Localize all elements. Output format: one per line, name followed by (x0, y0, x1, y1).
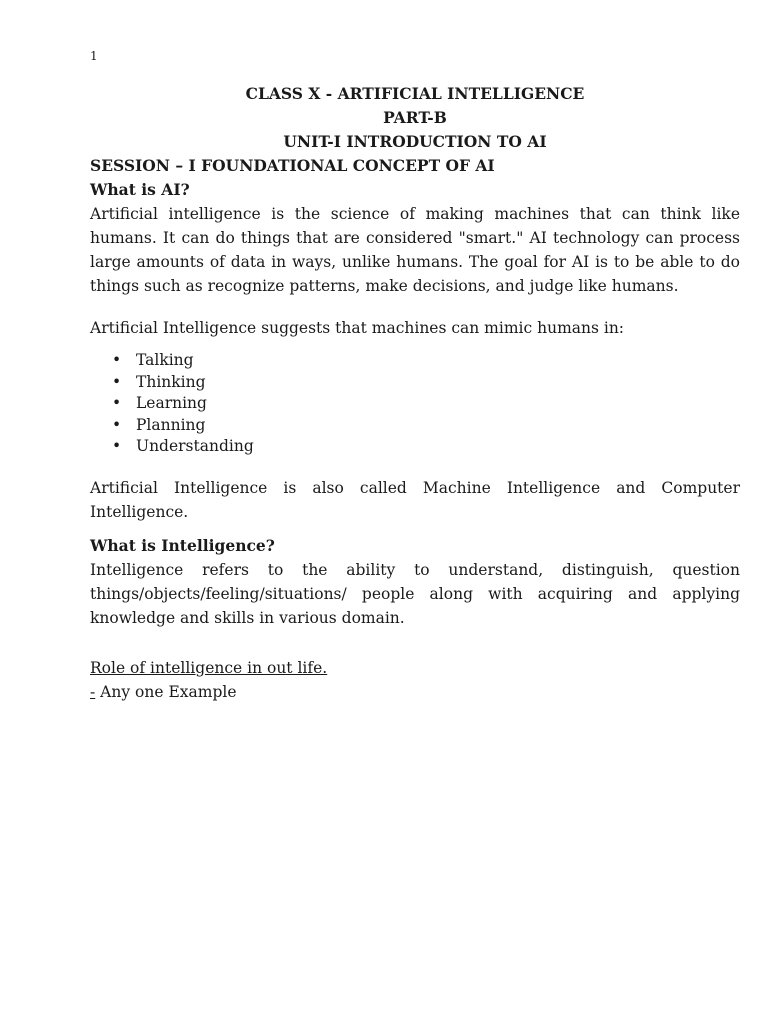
list-item (90, 372, 740, 394)
session-heading: SESSION – I FOUNDATIONAL CONCEPT OF AI (90, 156, 495, 175)
what-is-intelligence-heading: What is Intelligence? (90, 535, 275, 555)
bullet-icon: • (112, 394, 122, 412)
page-number: 1 (90, 49, 98, 63)
example-text: Any one Example (95, 682, 237, 701)
list-item (90, 436, 740, 458)
list-item (90, 393, 740, 415)
bullet-icon: • (112, 351, 122, 369)
what-is-intelligence-paragraph: Intelligence refers to the ability to understand, distinguish, question things/objects/feeling/situations/ people along with acquiring and applying knowledge and skills in various domain. (90, 560, 740, 627)
document-title-class: CLASS X - ARTIFICIAL INTELLIGENCE (245, 84, 585, 103)
list-item-label: Learning (136, 394, 207, 412)
list-item-label: Understanding (136, 437, 254, 455)
also-called-paragraph: Artificial Intelligence is also called Machine Intelligence and Computer Intelligence. (90, 478, 740, 521)
mimic-intro: Artificial Intelligence suggests that machines can mimic humans in: (90, 319, 625, 337)
example-line (90, 680, 740, 704)
mimic-list (90, 350, 740, 458)
bullet-icon: • (112, 437, 122, 455)
bullet-icon: • (112, 415, 122, 434)
bullet-icon: • (112, 372, 122, 391)
role-of-intelligence-heading: Role of intelligence in out life. (90, 658, 328, 677)
document-title-part: PART-B (383, 108, 447, 127)
document-title-unit: UNIT-I INTRODUCTION TO AI (283, 132, 547, 151)
list-item-label: Talking (136, 351, 194, 369)
what-is-ai-heading: What is AI? (90, 180, 190, 199)
what-is-ai-paragraph: Artificial intelligence is the science of making machines that can think like humans. It can do things that are considered "smart." AI technology can process large amounts of data in ways, unlike humans. The goal for AI is to be able to do things such as recognize patterns, make decisions, and judge like humans. (90, 205, 740, 295)
list-item-label: Thinking (136, 372, 206, 391)
list-item (90, 415, 740, 437)
example-dash: - (90, 682, 96, 701)
document-body (90, 82, 740, 704)
list-item-label: Planning (136, 415, 206, 434)
list-item (90, 350, 740, 372)
